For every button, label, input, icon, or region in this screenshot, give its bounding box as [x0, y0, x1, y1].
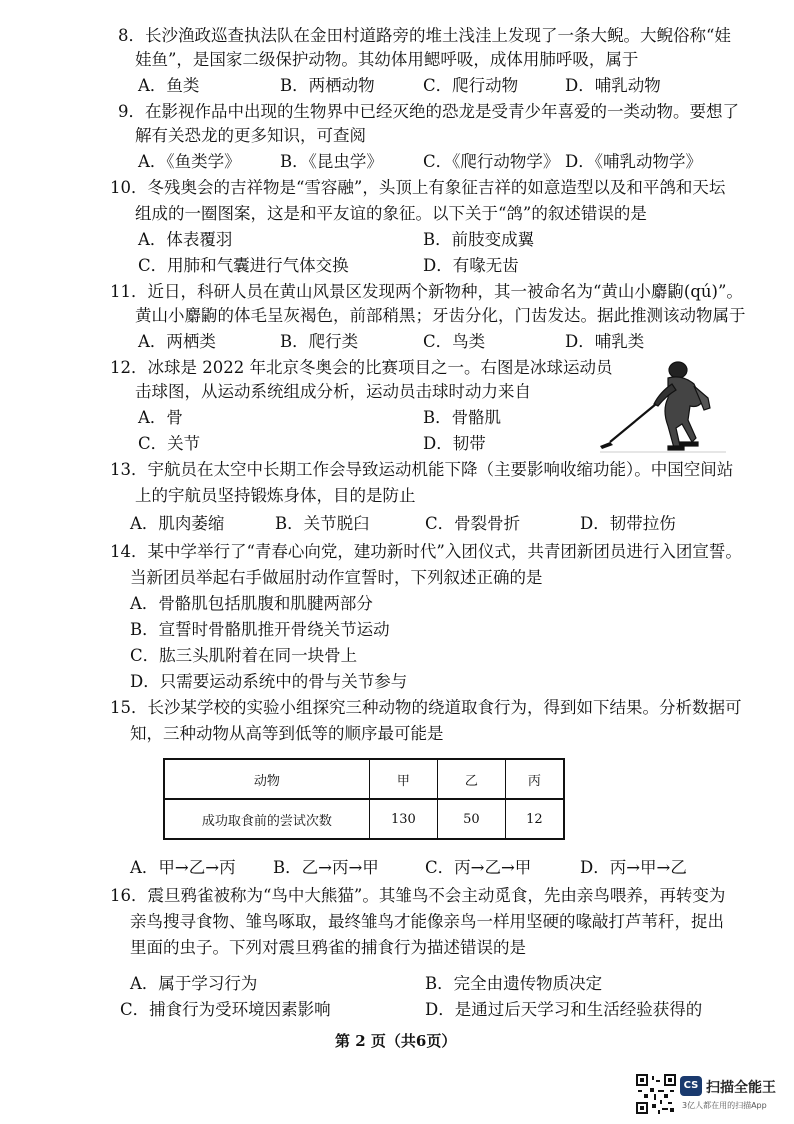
q12-stem-line2: 击球图，从运动系统组成分析，运动员击球时动力来自 [135, 382, 531, 401]
table-header-bing: 丙 [505, 759, 564, 799]
hockey-player-figure [598, 358, 728, 458]
q12-option-b: B．骨骼肌 [423, 408, 502, 427]
q14-stem-line2: 当新团员举起右手做屈肘动作宣誓时，下列叙述正确的是 [130, 568, 543, 587]
q9-option-d: D．《哺乳动物学》 [565, 152, 702, 171]
table-cell-bing: 12 [505, 799, 564, 839]
q16-option-b: B．完全由遗传物质决定 [425, 974, 603, 993]
scanner-app-name: 扫描全能王 [706, 1080, 776, 1096]
q11-option-a: A．两栖类 [138, 332, 216, 351]
q14-option-b: B．宣誓时骨骼肌推开骨绕关节运动 [130, 620, 390, 639]
table-header-animal: 动物 [164, 759, 369, 799]
experiment-data-table [163, 758, 565, 840]
q11-option-c: C．鸟类 [423, 332, 486, 351]
scanner-tagline: 3亿人都在用的扫描App [682, 1101, 767, 1110]
q12-option-d: D．韧带 [423, 434, 486, 453]
q15-option-b: B．乙→丙→甲 [273, 858, 379, 877]
q10-option-b: B．前肢变成翼 [423, 230, 535, 249]
q8-option-a: A．鱼类 [138, 76, 200, 95]
table-cell-yi: 50 [437, 799, 505, 839]
q15-option-d: D．丙→甲→乙 [580, 858, 687, 877]
q15-stem-line1: 15．长沙某学校的实验小组探究三种动物的绕道取食行为，得到如下结果。分析数据可 [110, 698, 742, 717]
q13-option-a: A．肌肉萎缩 [130, 514, 225, 533]
table-row [164, 799, 564, 839]
q15-option-a: A．甲→乙→丙 [130, 858, 236, 877]
q10-option-c: C．用肺和气囊进行气体交换 [138, 256, 349, 275]
q11-option-d: D．哺乳类 [565, 332, 645, 351]
q8-option-c: C．爬行动物 [423, 76, 519, 95]
table-header-yi: 乙 [437, 759, 505, 799]
q10-option-a: A．体表覆羽 [138, 230, 233, 249]
hockey-stick [610, 404, 656, 442]
q16-option-c: C．捕食行为受环境因素影响 [120, 1000, 331, 1019]
table-cell-jia: 130 [369, 799, 437, 839]
q15-stem-line2: 知，三种动物从高等到低等的顺序最可能是 [130, 724, 444, 743]
q16-stem-line1: 16．震旦鸦雀被称为“鸟中大熊猫”。其雏鸟不会主动觅食，先由亲鸟喂养，再转变为 [110, 886, 726, 905]
q13-stem-line1: 13．宇航员在太空中长期工作会导致运动机能下降（主要影响收缩功能）。中国空间站 [110, 460, 734, 479]
q13-stem-line2: 上的宇航员坚持锻炼身体，目的是防止 [135, 486, 416, 505]
q9-stem-line2: 解有关恐龙的更多知识，可查阅 [135, 126, 366, 145]
q16-stem-line2: 亲鸟搜寻食物、雏鸟啄取，最终雏鸟才能像亲鸟一样用坚硬的喙敲打芦苇秆，捉出 [130, 912, 724, 931]
page-number: 第 2 页（共6页） [335, 1032, 457, 1050]
q9-stem-line1: 9．在影视作品中出现的生物界中已经灭绝的恐龙是受青少年喜爱的一类动物。要想了 [118, 102, 739, 121]
q8-option-b: B．两栖动物 [280, 76, 375, 95]
table-header-row [164, 759, 564, 799]
q16-stem-line3: 里面的虫子。下列对震旦鸦雀的捕食行为描述错误的是 [130, 938, 526, 957]
q8-stem-line1: 8．长沙渔政巡查执法队在金田村道路旁的堆土浅洼上发现了一条大鲵。大鲵俗称“娃 [118, 26, 731, 45]
q14-stem-line1: 14．某中学举行了“青春心向党，建功新时代”入团仪式，共青团新团员进行入团宣誓。 [110, 542, 742, 561]
helmet-shape [669, 362, 687, 378]
q13-option-b: B．关节脱臼 [275, 514, 370, 533]
q12-stem-line1: 12．冰球是 2022 年北京冬奥会的比赛项目之一。右图是冰球运动员 [110, 358, 613, 377]
q16-option-a: A．属于学习行为 [130, 974, 258, 993]
q9-option-a: A．《鱼类学》 [138, 152, 241, 171]
q13-option-d: D．韧带拉伤 [580, 514, 676, 533]
table-header-jia: 甲 [369, 759, 437, 799]
q12-option-a: A．骨 [138, 408, 183, 427]
q13-option-c: C．骨裂骨折 [425, 514, 521, 533]
qr-code-icon [636, 1074, 676, 1114]
table-row-label: 成功取食前的尝试次数 [164, 799, 369, 839]
q10-option-d: D．有喙无齿 [423, 256, 519, 275]
q16-option-d: D．是通过后天学习和生活经验获得的 [425, 1000, 703, 1019]
q10-stem-line2: 组成的一圈图案，这是和平友谊的象征。以下关于“鸽”的叙述错误的是 [135, 204, 647, 223]
q14-option-d: D．只需要运动系统中的骨与关节参与 [130, 672, 408, 691]
q8-stem-line2: 娃鱼”，是国家二级保护动物。其幼体用鳃呼吸，成体用肺呼吸，属于 [135, 50, 639, 69]
q11-stem-line1: 11．近日，科研人员在黄山风景区发现两个新物种，其一被命名为“黄山小麝鼩(qú)”。 [110, 282, 743, 301]
q14-option-c: C．肱三头肌附着在同一块骨上 [130, 646, 358, 665]
q10-stem-line1: 10．冬残奥会的吉祥物是“雪容融”，头顶上有象征吉祥的如意造型以及和平鸽和天坛 [110, 178, 726, 197]
q9-option-b: B．《昆虫学》 [280, 152, 383, 171]
q12-option-c: C．关节 [138, 434, 201, 453]
q14-option-a: A．骨骼肌包括肌腹和肌腱两部分 [130, 594, 373, 613]
scanner-logo-badge: CS [680, 1076, 702, 1096]
q8-option-d: D．哺乳动物 [565, 76, 661, 95]
q11-option-b: B．爬行类 [280, 332, 359, 351]
q9-option-c: C．《爬行动物学》 [423, 152, 560, 171]
q15-option-c: C．丙→乙→甲 [425, 858, 532, 877]
q11-stem-line2: 黄山小麝鼩的体毛呈灰褐色，前部稍黑；牙齿分化，门齿发达。据此推测该动物属于 [135, 306, 746, 325]
